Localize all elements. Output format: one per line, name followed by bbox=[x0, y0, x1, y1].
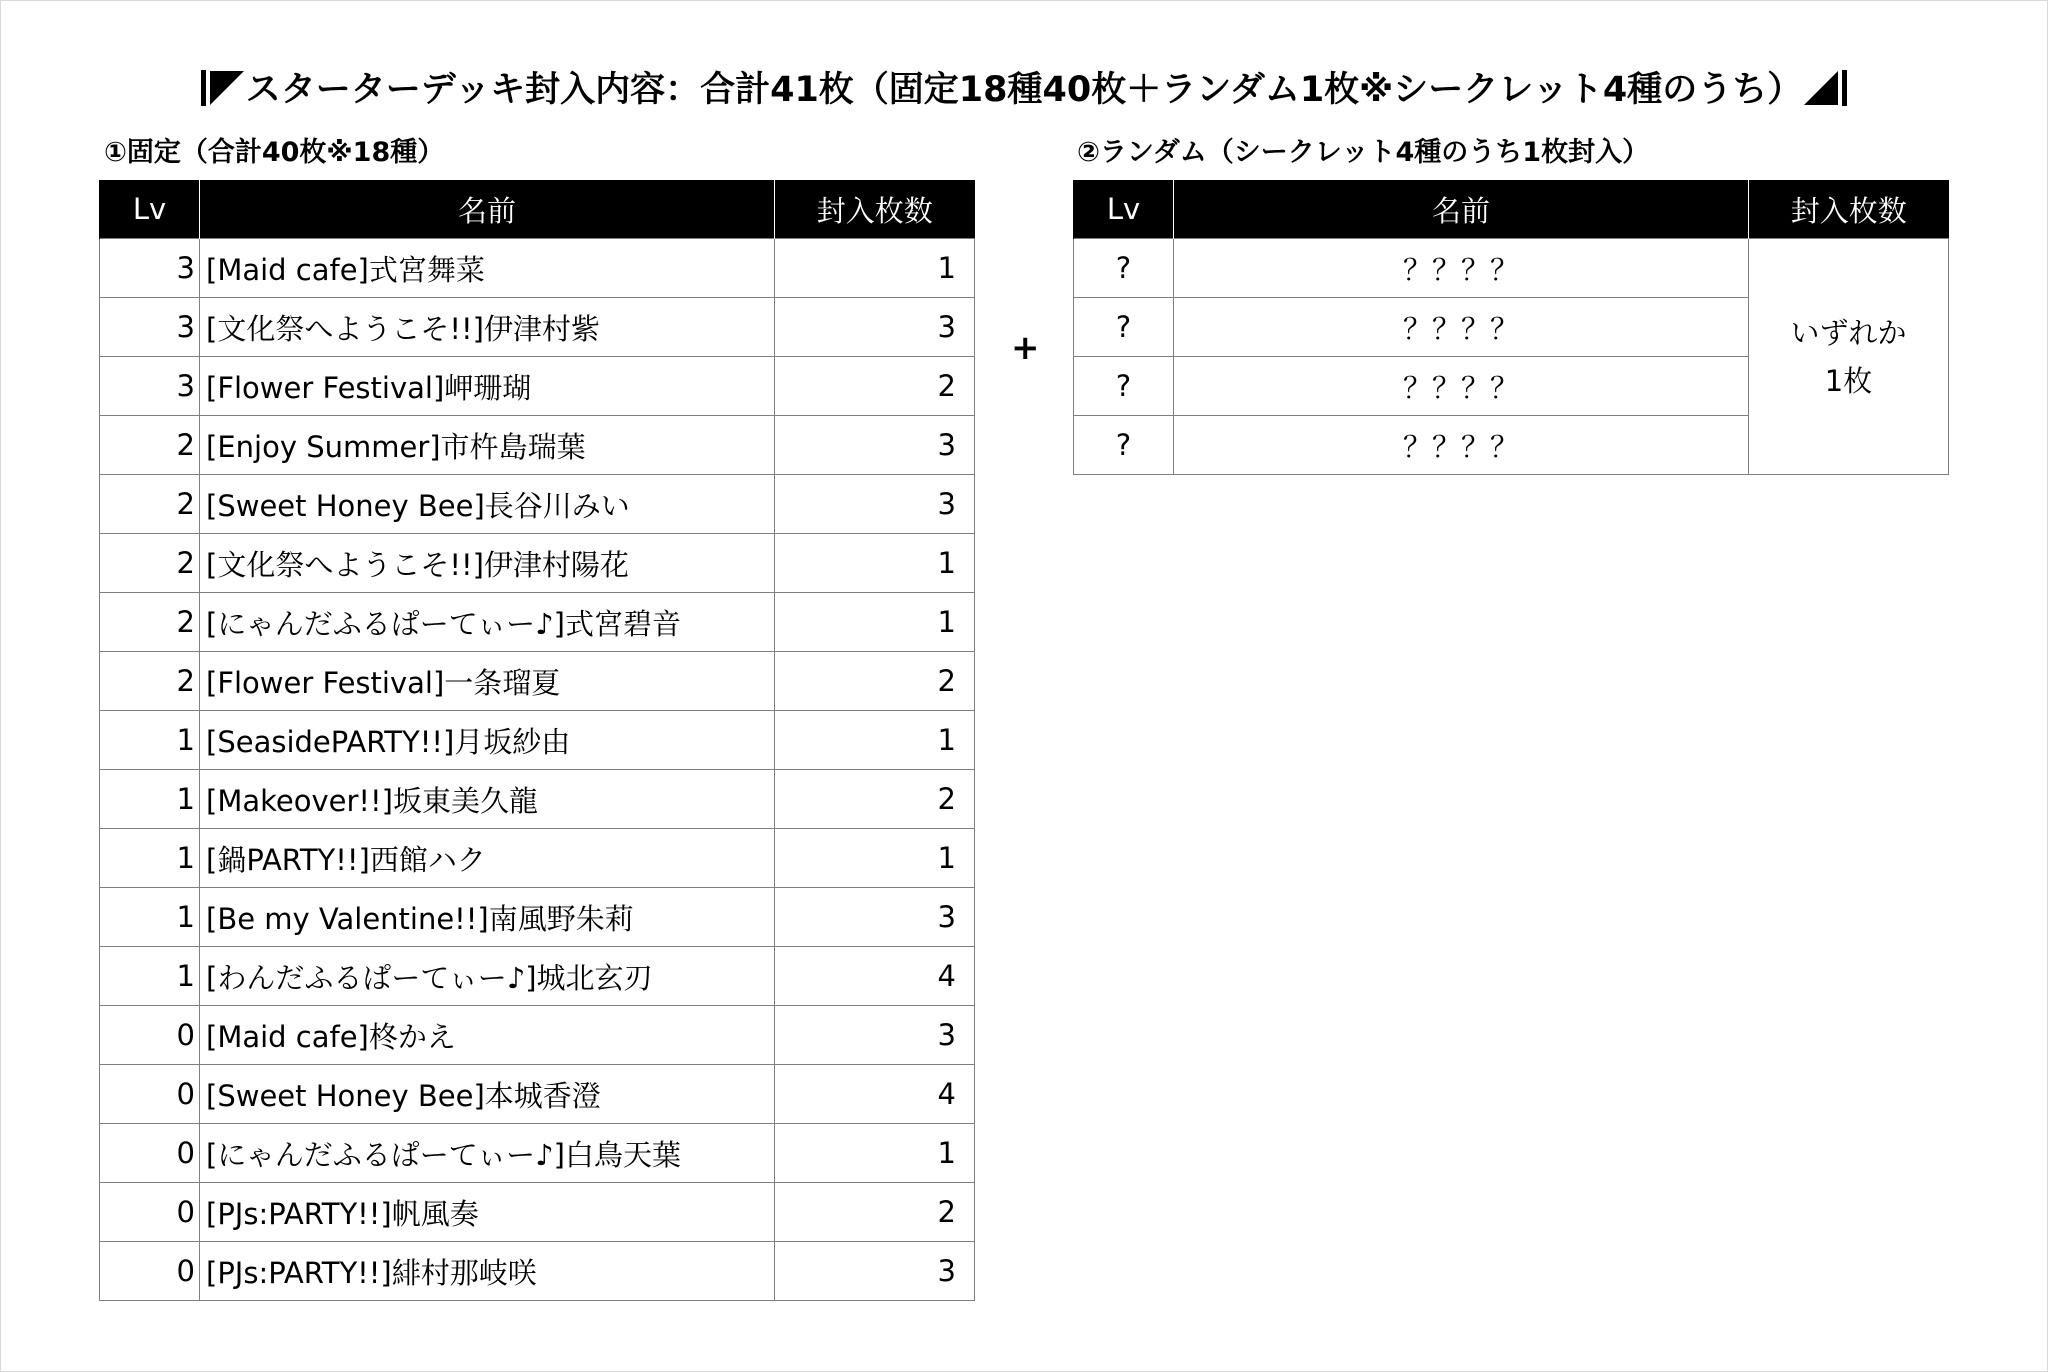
cell-lv: 1 bbox=[100, 947, 200, 1006]
cell-lv: 2 bbox=[100, 416, 200, 475]
title-bar-right bbox=[1842, 70, 1847, 106]
title-text: スターターデッキ封入内容：合計41枚（固定18種40枚＋ランダム1枚※シークレット4種のうち） bbox=[245, 70, 1803, 110]
cell-lv: 2 bbox=[100, 652, 200, 711]
cell-lv: 3 bbox=[100, 239, 200, 298]
cell-count: 3 bbox=[775, 888, 975, 947]
cell-name: ？？？？ bbox=[1174, 416, 1749, 475]
cell-name: [Flower Festival]一条瑠夏 bbox=[200, 652, 775, 711]
cell-lv: 0 bbox=[100, 1006, 200, 1065]
random-subtitle: ②ランダム（シークレット4種のうち1枚封入） bbox=[1077, 137, 1650, 168]
cell-name: [Sweet Honey Bee]長谷川みい bbox=[200, 475, 775, 534]
cell-name: [にゃんだふるぱーてぃー♪]白鳥天葉 bbox=[200, 1124, 775, 1183]
table-row bbox=[100, 711, 975, 770]
cell-name: [文化祭へようこそ!!]伊津村陽花 bbox=[200, 534, 775, 593]
cell-lv: 0 bbox=[100, 1242, 200, 1301]
cell-count: 2 bbox=[775, 1183, 975, 1242]
table-row bbox=[100, 1242, 975, 1301]
cell-count: 3 bbox=[775, 416, 975, 475]
table-row bbox=[100, 534, 975, 593]
title-bar-left bbox=[201, 70, 206, 106]
cell-name: [SeasidePARTY!!]月坂紗由 bbox=[200, 711, 775, 770]
random-table-header bbox=[1074, 180, 1949, 239]
cell-count: 3 bbox=[775, 1006, 975, 1065]
cell-lv: 0 bbox=[100, 1183, 200, 1242]
cell-count: 1 bbox=[775, 534, 975, 593]
table-row bbox=[100, 947, 975, 1006]
header-count: 封入枚数 bbox=[1749, 180, 1949, 239]
table-row bbox=[1074, 239, 1949, 298]
cell-name: [Makeover!!]坂東美久龍 bbox=[200, 770, 775, 829]
cell-count: 3 bbox=[775, 1242, 975, 1301]
table-row bbox=[100, 475, 975, 534]
table-row bbox=[100, 770, 975, 829]
table-row bbox=[100, 1124, 975, 1183]
table-row bbox=[100, 1065, 975, 1124]
table-row bbox=[100, 1183, 975, 1242]
table-row bbox=[100, 829, 975, 888]
cell-name: [Enjoy Summer]市杵島瑞葉 bbox=[200, 416, 775, 475]
cell-name: [PJs:PARTY!!]帆風奏 bbox=[200, 1183, 775, 1242]
cell-name: [Be my Valentine!!]南風野朱莉 bbox=[200, 888, 775, 947]
cell-count: 1 bbox=[775, 593, 975, 652]
cell-name: ？？？？ bbox=[1174, 357, 1749, 416]
cell-count: 4 bbox=[775, 1065, 975, 1124]
cell-lv: 0 bbox=[100, 1124, 200, 1183]
table-row bbox=[100, 239, 975, 298]
cell-count: 2 bbox=[775, 770, 975, 829]
cell-count: 3 bbox=[775, 298, 975, 357]
cell-count: 1 bbox=[775, 239, 975, 298]
cell-count: 1 bbox=[775, 829, 975, 888]
page-title bbox=[0, 62, 2048, 118]
plus-sign: + bbox=[1011, 328, 1040, 368]
header-lv: Lv bbox=[1074, 180, 1174, 239]
table-row bbox=[100, 298, 975, 357]
header-lv: Lv bbox=[100, 180, 200, 239]
cell-lv: 1 bbox=[100, 829, 200, 888]
cell-count: 2 bbox=[775, 357, 975, 416]
cell-name: [PJs:PARTY!!]緋村那岐咲 bbox=[200, 1242, 775, 1301]
cell-count-merged bbox=[1749, 239, 1949, 475]
cell-lv: 0 bbox=[100, 1065, 200, 1124]
cell-name: [にゃんだふるぱーてぃー♪]式宮碧音 bbox=[200, 593, 775, 652]
cell-lv: 2 bbox=[100, 475, 200, 534]
title-triangle-right bbox=[1804, 71, 1838, 105]
table-row bbox=[100, 416, 975, 475]
cell-name: ？？？？ bbox=[1174, 239, 1749, 298]
header-name: 名前 bbox=[1174, 180, 1749, 239]
table-row bbox=[100, 888, 975, 947]
cell-lv: 2 bbox=[100, 534, 200, 593]
cell-name: [わんだふるぱーてぃー♪]城北玄刃 bbox=[200, 947, 775, 1006]
table-row bbox=[100, 357, 975, 416]
table-row bbox=[100, 652, 975, 711]
table-row bbox=[100, 1006, 975, 1065]
cell-lv: 3 bbox=[100, 357, 200, 416]
cell-lv: 1 bbox=[100, 711, 200, 770]
cell-name: [Flower Festival]岬珊瑚 bbox=[200, 357, 775, 416]
header-count: 封入枚数 bbox=[775, 180, 975, 239]
cell-lv: ? bbox=[1074, 298, 1174, 357]
header-name: 名前 bbox=[200, 180, 775, 239]
cell-name: [Maid cafe]式宮舞菜 bbox=[200, 239, 775, 298]
cell-count: 3 bbox=[775, 475, 975, 534]
cell-count: 4 bbox=[775, 947, 975, 1006]
fixed-table bbox=[99, 180, 975, 1301]
fixed-table-header bbox=[100, 180, 975, 239]
fixed-subtitle: ①固定（合計40枚※18種） bbox=[104, 137, 445, 168]
cell-lv: ? bbox=[1074, 239, 1174, 298]
count-line-2: 1枚 bbox=[1824, 363, 1873, 398]
cell-name: [文化祭へようこそ!!]伊津村紫 bbox=[200, 298, 775, 357]
count-line-1: いずれか bbox=[1790, 315, 1907, 350]
cell-lv: ? bbox=[1074, 416, 1174, 475]
cell-lv: 3 bbox=[100, 298, 200, 357]
cell-lv: 2 bbox=[100, 593, 200, 652]
cell-count: 1 bbox=[775, 1124, 975, 1183]
table-row bbox=[100, 593, 975, 652]
cell-name: ？？？？ bbox=[1174, 298, 1749, 357]
cell-name: [鍋PARTY!!]西館ハク bbox=[200, 829, 775, 888]
cell-lv: 1 bbox=[100, 770, 200, 829]
title-triangle-left bbox=[210, 71, 244, 105]
cell-count: 2 bbox=[775, 652, 975, 711]
cell-lv: ? bbox=[1074, 357, 1174, 416]
cell-name: [Maid cafe]柊かえ bbox=[200, 1006, 775, 1065]
cell-lv: 1 bbox=[100, 888, 200, 947]
random-table bbox=[1073, 180, 1949, 475]
cell-count: 1 bbox=[775, 711, 975, 770]
cell-name: [Sweet Honey Bee]本城香澄 bbox=[200, 1065, 775, 1124]
